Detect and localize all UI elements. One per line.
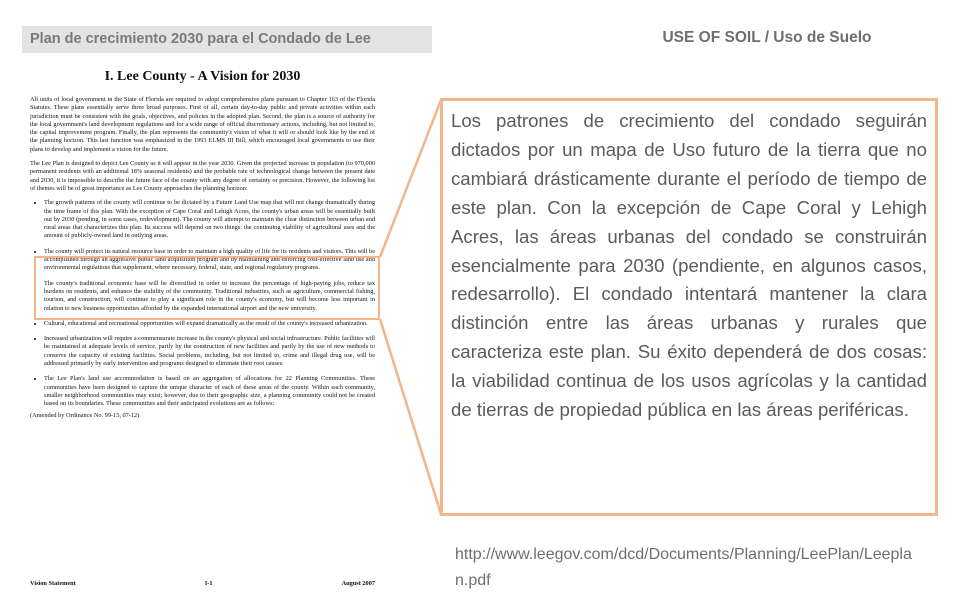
source-url[interactable]: http://www.leegov.com/dcd/Documents/Planning/LeePlan/Leeplan.pdf <box>455 546 912 589</box>
amendment-note: (Amended by Ordinance No. 99-15, 07-12) <box>30 411 140 419</box>
footer-left: Vision Statement <box>30 579 76 587</box>
highlight-box <box>34 256 380 320</box>
document-title: I. Lee County - A Vision for 2030 <box>104 69 301 84</box>
footer-date: August 2007 <box>341 579 375 587</box>
section-title: USE OF SOIL / Uso de Suelo <box>662 29 872 46</box>
footer-page-number: I-1 <box>204 579 213 587</box>
connector-line-top <box>380 100 441 257</box>
document-bullet: • Increased urbanization will require a commensurate increase in the county's physical and social infrastructure. Public facilities will be maintained at adequate levels of service, partly by the construction of new facilities and partly by the use of new methods to conserve the capacity of existing facilities. Social problems, including, but not limited to, crime and illegal drug use, will be addressed primarily by early intervention and programs designed to eliminate their root causes. <box>44 335 375 368</box>
slide-header-title: Plan de crecimiento 2030 para el Condado de Lee <box>22 26 432 53</box>
document-bullet: • The Lee Plan's land use accommodation is based on an aggregation of allocations for 22 Planning Communities. These communities have been designed to capture the unique character of each of these areas of the county. Within each community, smaller neighborhood communities may exist; however, due to their geographic size, a planning community could not be created based on its boundaries. These communities and their anticipated evolutions are as follows: <box>44 375 375 408</box>
document-bullet: • The growth patterns of the county will continue to be dictated by a Future Land Use map that will not change dramatically during the time frame of this plan. With the exception of Cape Coral and Lehigh Acres, the county's urban areas will be essentially built out by 2030 (pending, in some cases, redevelopment). The county will attempt to maintain the clear distinction between urban and rural areas that characterizes this plan. Its success will depend on two things: the continuing viability of agricultural uses and the amount of publicly-owned land in outlying areas. <box>44 199 375 240</box>
connector-line-bottom <box>380 319 441 514</box>
translation-callout: Los patrones de crecimiento del condado seguirán dictados por un mapa de Uso futuro de la tierra que no cambiará drásticamente durante el período de tiempo de este plan. Con la excepción de Cape Coral y Lehigh Acres, las áreas urbanas del condado se construirán esencialmente para 2030 (pendiente, en algunos casos, redesarrollo). El condado intentará mantener la clara distinción entre las áreas urbanas y rurales que caracteriza este plan. Su éxito dependerá de dos cosas: la viabilidad continua de los usos agrícolas y la cantidad de tierras de propiedad pública en las áreas periféricas. <box>440 98 938 516</box>
document-bullet: • The county will protect its natural resource base in order to maintain a high quality of life for its residents and visitors. This will be accomplished through an aggressive public land acquisition program and by maintaining and enforcing cost-effective land use and environmental regulations that supplement, where necessary, federal, state, and regional regulatory programs. <box>44 248 375 273</box>
document-paragraph: All units of local government in the State of Florida are required to adopt comprehensive plans pursuant to Chapter 163 of the Florida Statutes. These plans essentially serve three broad purposes. First of all, certain day-to-day public and private activities within each jurisdiction must be consistent with the goals, objectives, and policies in the adopted plan. Second, the plan is a source of authority for the local government's land development regulations and for a wide range of official discretionary actions, including, but not limited to, the capital improvement program. Finally, the plan represents the community's vision of what it will or should look like by the end of the planning horizon. This last function was emphasized in the 1993 ELMS III Bill, which encouraged local governments to use their plans to develop and implement a vision for the future. <box>30 96 375 153</box>
document-paragraph: The Lee Plan is designed to depict Lee County as it will appear in the year 2030. Given the projected increase in population (to 970,000 permanent residents with an additional 18% seasonal residents) and the probable rate of technological change between the present date and 2030, it is impossible to describe the future face of the county with any degree of certainty or precision. However, the following list of themes will be of great importance as Lee County approaches the planning horizon: <box>30 160 375 192</box>
document-footer <box>30 580 375 588</box>
document-page <box>30 68 375 598</box>
document-bullet: • The county's traditional economic base will be diversified in order to increase the percentage of high-paying jobs, reduce tax burdens on residents, and enhance the stability of the community. Traditional industries, such as agriculture, commercial fishing, tourism, and construction, will continue to play a significant role in the county's economy, but will become less important in relation to new business opportunities afforded by the expanded international airport and the new university. <box>44 280 375 313</box>
document-bullet: • Cultural, educational and recreational opportunities will expand dramatically as the result of the county's increased urbanization. <box>44 320 375 328</box>
